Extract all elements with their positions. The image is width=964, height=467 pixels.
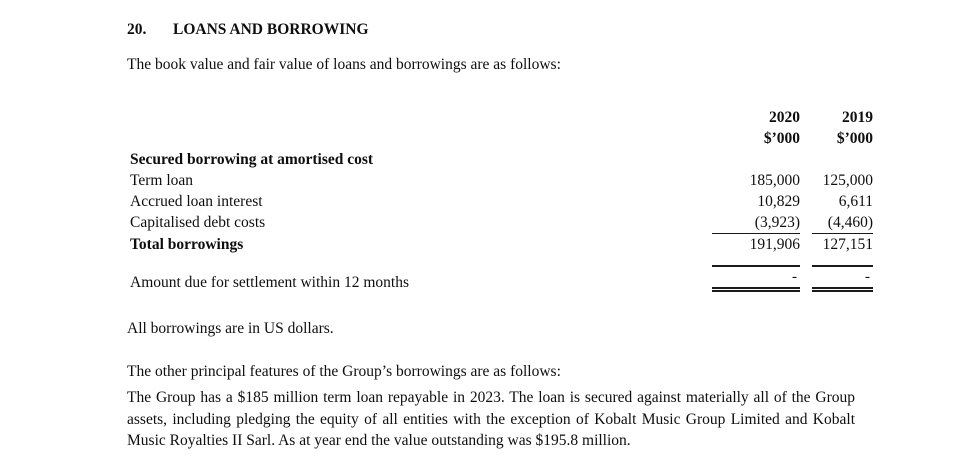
column-header-year-2019: 2019 bbox=[842, 109, 873, 126]
intro-text: The book value and fair value of loans and borrowings are as follows: bbox=[127, 56, 561, 73]
table-section-header: Secured borrowing at amortised cost bbox=[130, 151, 374, 168]
column-header-unit-2020: $’000 bbox=[763, 130, 800, 147]
row-label-accrued-interest: Accrued loan interest bbox=[130, 193, 263, 210]
table-empty-cell bbox=[712, 149, 800, 170]
paragraph-loan-details: The Group has a $185 million term loan repayable in 2023. The loan is secured against materially all of the Group assets, including pledging the equity of all entities with the exception of Kobalt Music Group Limited and Kobalt Music Royalties II Sarl. As at year end the value outstanding was $195.8 million. bbox=[127, 389, 855, 449]
row-value-term-loan-2019: 125,000 bbox=[822, 172, 873, 189]
table-empty-cell bbox=[812, 149, 873, 170]
row-label-amount-due-settlement: Amount due for settlement within 12 months bbox=[130, 274, 409, 291]
row-value-total-borrowings-2020: 191,906 bbox=[749, 236, 800, 253]
table-header-spacer bbox=[130, 128, 700, 149]
column-header-unit-2019: $’000 bbox=[836, 130, 873, 147]
column-header-year-2020: 2020 bbox=[769, 109, 800, 126]
row-value-accrued-interest-2019: 6,611 bbox=[838, 193, 873, 210]
row-value-capitalised-debt-costs-2020: (3,923) bbox=[712, 212, 800, 234]
row-value-capitalised-debt-costs-2019: (4,460) bbox=[812, 212, 873, 234]
paragraph-features-intro: The other principal features of the Group’s borrowings are as follows: bbox=[127, 363, 561, 380]
row-value-accrued-interest-2020: 10,829 bbox=[757, 193, 800, 210]
table-header-spacer bbox=[130, 107, 700, 128]
row-label-capitalised-debt-costs: Capitalised debt costs bbox=[130, 214, 266, 231]
row-label-term-loan: Term loan bbox=[130, 172, 194, 189]
row-value-term-loan-2020: 185,000 bbox=[749, 172, 800, 189]
row-value-amount-due-settlement-2020: - bbox=[712, 265, 800, 292]
row-value-total-borrowings-2019: 127,151 bbox=[822, 236, 873, 253]
note-title: LOANS AND BORROWING bbox=[173, 21, 369, 38]
loans-borrowings-table bbox=[130, 107, 873, 255]
row-label-total-borrowings: Total borrowings bbox=[130, 236, 244, 253]
paragraph-currency-note: All borrowings are in US dollars. bbox=[127, 320, 334, 337]
note-heading bbox=[127, 19, 369, 40]
row-value-amount-due-settlement-2019: - bbox=[812, 265, 873, 292]
note-number: 20. bbox=[127, 21, 147, 38]
